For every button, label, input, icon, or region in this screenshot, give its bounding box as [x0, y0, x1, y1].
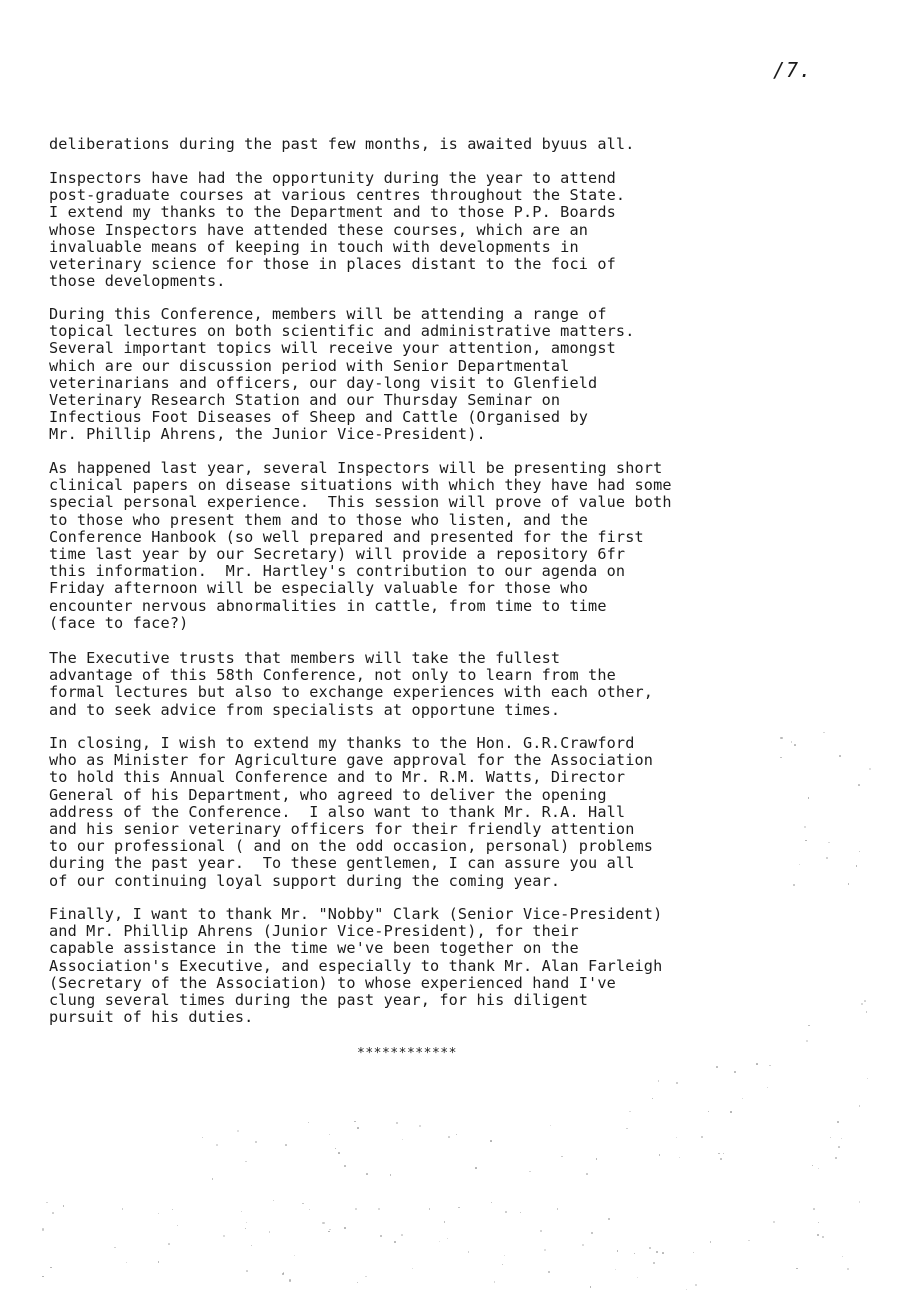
speck	[808, 1025, 810, 1027]
text-line: this information. Mr. Hartley's contribution to our agenda on	[49, 562, 626, 581]
speck	[830, 1137, 832, 1139]
text-line: veterinary science for those in places distant to the foci of	[49, 255, 616, 274]
paragraph-conference-program	[49, 306, 635, 444]
speck	[475, 1167, 477, 1169]
speck	[378, 1208, 380, 1210]
speck	[529, 1171, 531, 1173]
speck	[734, 1071, 736, 1073]
section-separator: ************	[357, 1046, 457, 1061]
speck	[617, 1250, 618, 1251]
speck	[805, 840, 807, 842]
speck	[676, 1137, 677, 1138]
speck	[659, 1154, 660, 1155]
speck	[867, 1078, 868, 1079]
speck	[63, 1205, 64, 1206]
speck	[212, 1178, 214, 1180]
speck	[322, 1222, 324, 1224]
text-line: and his senior veterinary officers for their friendly attention	[49, 820, 635, 839]
speck	[114, 1247, 115, 1248]
speck	[767, 1087, 769, 1089]
speck	[652, 1098, 653, 1099]
speck	[42, 1228, 44, 1230]
text-line: address of the Conference. I also want to thank Mr. R.A. Hall	[49, 802, 626, 821]
paragraph-clinical-papers	[49, 460, 672, 632]
speck	[550, 1125, 551, 1126]
speck	[806, 1040, 808, 1042]
speck	[335, 1148, 336, 1149]
speck	[202, 1137, 204, 1139]
speck	[818, 1222, 819, 1223]
speck	[769, 1065, 771, 1067]
speck	[837, 1121, 839, 1123]
speck	[158, 1213, 159, 1214]
speck	[544, 1249, 546, 1251]
text-line: and to seek advice from specialists at opportune times.	[49, 700, 561, 719]
speck	[780, 757, 782, 759]
speck	[861, 1003, 863, 1005]
speck	[637, 1277, 638, 1278]
speck	[344, 1165, 346, 1167]
speck	[245, 1228, 246, 1229]
speck	[808, 797, 809, 798]
speck	[357, 1282, 358, 1283]
speck	[302, 1203, 304, 1205]
speck	[826, 857, 828, 859]
speck	[793, 884, 795, 886]
speck	[468, 1251, 469, 1252]
speck	[796, 1268, 797, 1269]
speck	[419, 1125, 421, 1127]
speck	[866, 1011, 867, 1012]
speck	[520, 1212, 521, 1213]
text-line: clung several times during the past year, for his diligent	[49, 991, 589, 1010]
text-line: I extend my thanks to the Department and to those P.P. Boards	[49, 203, 616, 222]
speck	[246, 1222, 247, 1223]
text-line: Several important topics will receive your attention, amongst	[49, 339, 616, 358]
speck	[269, 1231, 271, 1233]
text-line: which are our discussion period with Senior Departmental	[49, 356, 570, 375]
speck	[328, 1231, 329, 1232]
speck	[246, 1270, 248, 1272]
text-line: Association's Executive, and especially to thank Mr. Alan Farleigh	[49, 956, 663, 975]
speck	[701, 1136, 703, 1138]
speck	[615, 1269, 617, 1271]
speck	[859, 1105, 860, 1106]
text-line: to those who present them and to those who listen, and the	[49, 510, 589, 529]
speck	[390, 1174, 392, 1176]
speck	[380, 1235, 382, 1237]
speck	[864, 1000, 866, 1002]
speck	[46, 1202, 48, 1204]
text-line: pursuit of his duties.	[49, 1008, 254, 1027]
speck	[653, 1262, 655, 1264]
text-line: post-graduate courses at various centres throughout the State.	[49, 186, 626, 205]
speck	[354, 1121, 356, 1123]
speck	[608, 1218, 610, 1220]
speck	[439, 1241, 440, 1242]
speck	[241, 1211, 242, 1212]
text-line: (Secretary of the Association) to whose experienced hand I've	[49, 973, 616, 992]
paragraph-continuation	[49, 136, 635, 153]
speck	[813, 1208, 815, 1210]
speck	[858, 784, 860, 786]
speck	[168, 1243, 170, 1245]
speck	[357, 1127, 359, 1129]
speck	[504, 1255, 505, 1256]
speck	[812, 1165, 813, 1166]
speck	[590, 1286, 592, 1288]
speck	[448, 1136, 450, 1138]
speck	[122, 1208, 124, 1210]
paragraph-closing-thanks	[49, 735, 653, 890]
text-line: The Executive trusts that members will take the fullest	[49, 649, 561, 667]
text-line: topical lectures on both scientific and administrative matters.	[49, 322, 635, 341]
speck	[773, 1221, 775, 1223]
speck	[561, 1156, 562, 1157]
text-line: veterinarians and officers, our day-long visit to Glenfield	[49, 373, 598, 392]
speck	[237, 1130, 239, 1132]
speck	[172, 1209, 173, 1210]
speck	[591, 1232, 593, 1234]
speck	[429, 1208, 430, 1209]
text-line: invaluable means of keeping in touch with developments in	[49, 237, 579, 256]
text-line: special personal experience. This session will prove of value both	[49, 493, 672, 512]
speck	[656, 1251, 658, 1253]
text-line: time last year by our Secretary) will provide a repository 6fr	[49, 545, 626, 564]
text-line: deliberations during the past few months, is awaited byuus all.	[49, 135, 635, 153]
speck	[658, 1080, 660, 1082]
speck	[869, 768, 871, 770]
text-line: General of his Department, who agreed to deliver the opening	[49, 785, 607, 804]
text-line: those developments.	[49, 272, 226, 291]
speck	[52, 1212, 54, 1214]
speck	[223, 1235, 224, 1236]
speck	[710, 1241, 711, 1242]
text-line: Finally, I want to thank Mr. "Nobby" Clark (Senior Vice-President)	[49, 905, 663, 923]
speck	[817, 1234, 819, 1236]
page-number: /7.	[773, 58, 813, 82]
speck	[847, 1268, 849, 1270]
speck	[126, 1262, 127, 1263]
speck	[329, 1229, 330, 1230]
speck	[329, 1134, 330, 1135]
speck	[582, 1244, 584, 1246]
paragraph-courses	[49, 170, 625, 290]
text-line: who as Minister for Agriculture gave approval for the Association	[49, 751, 654, 770]
text-line: whose Inspectors have attended these courses, which are an	[49, 220, 589, 239]
speck	[742, 1098, 743, 1099]
speck	[848, 883, 850, 885]
speck	[718, 1153, 719, 1154]
text-line: Conference Hanbook (so well prepared and presented for the first	[49, 527, 644, 546]
speck	[716, 1066, 718, 1068]
speck	[842, 1256, 843, 1257]
text-line: In closing, I wish to extend my thanks to the Hon. G.R.Crawford	[49, 734, 635, 752]
text-line: advantage of this 58th Conference, not only to learn from the	[49, 666, 616, 685]
speck	[282, 1273, 284, 1275]
text-line: during the past year. To these gentlemen, I can assure you all	[49, 854, 635, 873]
speck	[491, 1202, 493, 1204]
speck	[634, 1253, 635, 1254]
speck	[355, 1208, 357, 1210]
speck	[255, 1141, 257, 1143]
speck	[626, 1128, 628, 1130]
speck	[794, 744, 796, 746]
speck	[444, 1221, 446, 1223]
speck	[780, 737, 782, 739]
speck	[804, 826, 805, 827]
text-line: Mr. Phillip Ahrens, the Junior Vice-President).	[49, 425, 486, 444]
speck	[596, 1158, 598, 1160]
speck	[289, 1279, 291, 1281]
text-line: During this Conference, members will be attending a range of	[49, 305, 607, 323]
speck	[548, 1271, 550, 1273]
speck	[799, 864, 800, 865]
text-line: Friday afternoon will be especially valuable for those who	[49, 579, 589, 598]
speck	[366, 1173, 368, 1175]
speck	[662, 1252, 664, 1254]
text-line: formal lectures but also to exchange experiences with each other,	[49, 683, 654, 702]
speck	[859, 851, 860, 852]
speck	[273, 1200, 274, 1201]
speck	[791, 741, 792, 742]
speck	[458, 1207, 459, 1208]
speck	[396, 1122, 398, 1124]
text-line: encounter nervous abnormalities in cattle, from time to time	[49, 596, 607, 615]
speck	[338, 1152, 340, 1154]
speck	[686, 1289, 687, 1290]
speck	[859, 1201, 860, 1202]
text-line: to our professional ( and on the odd occasion, personal) problems	[49, 837, 654, 856]
speck	[177, 1225, 178, 1226]
text-line: Infectious Foot Diseases of Sheep and Cattle (Organised by	[49, 408, 589, 427]
speck	[823, 732, 824, 733]
speck	[365, 1276, 367, 1278]
speck	[502, 1264, 503, 1265]
speck	[649, 1247, 651, 1249]
speck	[835, 1157, 837, 1159]
speck	[540, 1230, 542, 1232]
text-line: of our continuing loyal support during the coming year.	[49, 871, 561, 890]
speck	[557, 1208, 558, 1209]
text-line: As happened last year, several Inspectors will be presenting short	[49, 459, 663, 477]
speck	[412, 1268, 413, 1269]
speck	[309, 1209, 310, 1210]
speck	[822, 1236, 824, 1238]
speck	[505, 1211, 507, 1213]
speck	[494, 1281, 496, 1283]
speck	[748, 1240, 750, 1242]
speck	[839, 755, 841, 757]
speck	[676, 1082, 678, 1084]
text-line: (face to face?)	[49, 613, 189, 632]
speck	[679, 1157, 680, 1158]
speck	[818, 1168, 819, 1169]
speck	[756, 1063, 758, 1065]
text-line: Inspectors have had the opportunity during the year to attend	[49, 169, 616, 187]
speck	[456, 1134, 457, 1135]
speck	[629, 1111, 630, 1112]
speck	[251, 1245, 252, 1246]
speck	[708, 1111, 709, 1112]
speck	[401, 1234, 403, 1236]
speck	[50, 1267, 51, 1268]
speck	[447, 1238, 448, 1239]
speck	[828, 842, 830, 844]
speck	[693, 1252, 694, 1253]
speck	[308, 1122, 309, 1123]
speck	[158, 1261, 160, 1263]
speck	[841, 1138, 842, 1139]
paragraph-executive-trusts	[49, 650, 653, 719]
speck	[285, 1144, 287, 1146]
text-line: capable assistance in the time we've been together on the	[49, 939, 579, 958]
text-line: clinical papers on disease situations with which they have had some	[49, 476, 672, 495]
speck	[245, 1161, 247, 1163]
speck	[344, 1227, 346, 1229]
text-line: and Mr. Phillip Ahrens (Junior Vice-President), for their	[49, 922, 579, 941]
speck	[856, 865, 857, 866]
speck	[402, 1139, 403, 1140]
speck	[838, 1146, 840, 1148]
speck	[216, 1144, 218, 1146]
text-line: to hold this Annual Conference and to Mr. R.M. Watts, Director	[49, 768, 626, 787]
speck	[394, 1241, 396, 1243]
speck	[42, 1276, 43, 1277]
speck	[586, 1173, 588, 1175]
speck	[720, 1158, 722, 1160]
speck	[730, 1111, 732, 1113]
speck	[723, 1153, 724, 1154]
speck	[490, 1140, 492, 1142]
speck	[294, 1255, 295, 1256]
speck	[695, 1284, 697, 1286]
text-line: Veterinary Research Station and our Thursday Seminar on	[49, 391, 561, 410]
paragraph-final-thanks	[49, 906, 662, 1026]
